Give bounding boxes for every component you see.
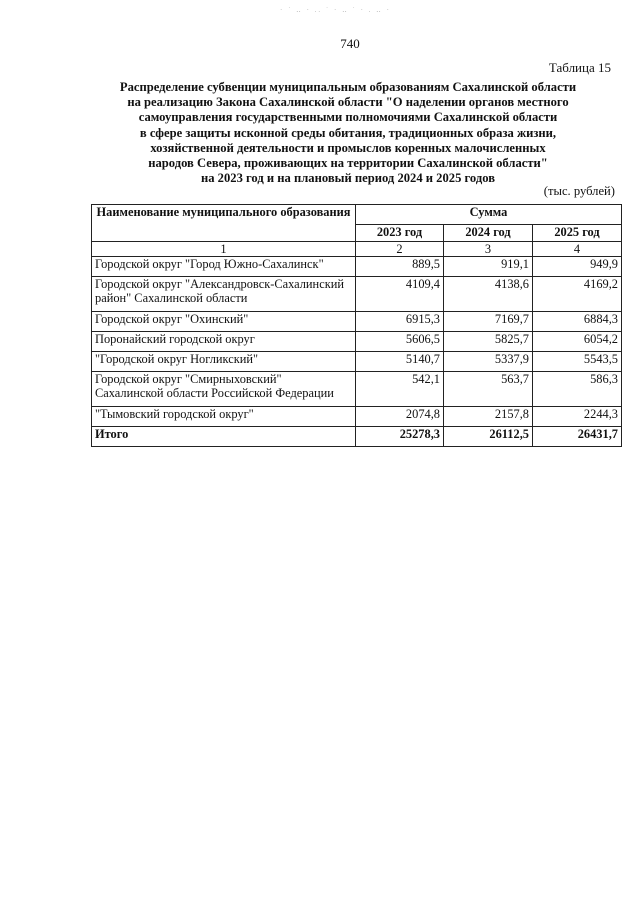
header-year-2023: 2023 год [356,225,444,242]
column-index: 2 [356,242,444,257]
row-value-2024: 919,1 [444,257,533,277]
scan-artifact-noise: · ˙ ‥ · .. ˙ · ‥ ˙ · . ‥ · [280,6,391,14]
row-value-2023: 4109,4 [356,277,444,312]
row-value-2025: 586,3 [533,372,622,407]
column-index-row [92,242,622,257]
row-value-2023: 2074,8 [356,407,444,427]
header-row [92,205,622,225]
page-number: 740 [340,36,360,51]
column-index: 3 [444,242,533,257]
row-value-2024: 4138,6 [444,277,533,312]
row-value-2023: 542,1 [356,372,444,407]
table-row [92,257,622,277]
row-name: "Городской округ Ногликский" [92,352,356,372]
row-name: Городской округ "Смирныховский" Сахалинской области Российской Федерации [92,372,356,407]
title-line: на реализацию Закона Сахалинской области "О наделении органов местного [127,95,569,110]
row-value-2025: 4169,2 [533,277,622,312]
table-row [92,312,622,332]
units-label: (тыс. рублей) [543,184,615,198]
table-row [92,332,622,352]
row-value-2023: 5140,7 [356,352,444,372]
title-line: хозяйственной деятельности и промыслов коренных малочисленных [150,140,546,155]
row-value-2025: 949,9 [533,257,622,277]
row-name: "Тымовский городской округ" [92,407,356,427]
row-value-2023: 6915,3 [356,312,444,332]
header-sum: Сумма [356,205,622,225]
row-value-2025: 5543,5 [533,352,622,372]
header-year-2025: 2025 год [533,225,622,242]
subvention-table [91,204,622,447]
title-line: на 2023 год и на плановый период 2024 и 2025 годов [200,171,496,186]
column-index: 1 [92,242,356,257]
row-value-2024: 7169,7 [444,312,533,332]
row-value-2025: 6884,3 [533,312,622,332]
table-row [92,407,622,427]
row-value-2024: 563,7 [444,372,533,407]
column-index: 4 [533,242,622,257]
row-name: Поронайский городской округ [92,332,356,352]
row-value-2025: 2244,3 [533,407,622,427]
header-name: Наименование муниципального образования [92,205,356,242]
title-line: народов Севера, проживающих на территории Сахалинской области" [148,156,548,171]
row-value-2024: 2157,8 [444,407,533,427]
total-row [92,427,622,447]
row-name: Городской округ "Город Южно-Сахалинск" [92,257,356,277]
row-name: Городской округ "Александровск-Сахалинский район" Сахалинской области [92,277,356,312]
total-value-2023: 25278,3 [356,427,444,447]
table-row [92,352,622,372]
row-name: Городской округ "Охинский" [92,312,356,332]
table-row [92,277,622,312]
title-line: самоуправления государственными полномочиями Сахалинской области [138,110,558,125]
row-value-2023: 889,5 [356,257,444,277]
total-value-2025: 26431,7 [533,427,622,447]
title-line: в сфере защиты исконной среды обитания, традиционных образа жизни, [139,125,557,140]
title-line: Распределение субвенции муниципальным образованиям Сахалинской области [119,80,577,94]
table-row [92,372,622,407]
row-value-2024: 5337,9 [444,352,533,372]
row-value-2024: 5825,7 [444,332,533,352]
row-value-2023: 5606,5 [356,332,444,352]
row-value-2025: 6054,2 [533,332,622,352]
header-year-2024: 2024 год [444,225,533,242]
total-label: Итого [92,427,356,447]
total-value-2024: 26112,5 [444,427,533,447]
document-title [96,80,600,186]
table-label: Таблица 15 [548,60,611,75]
